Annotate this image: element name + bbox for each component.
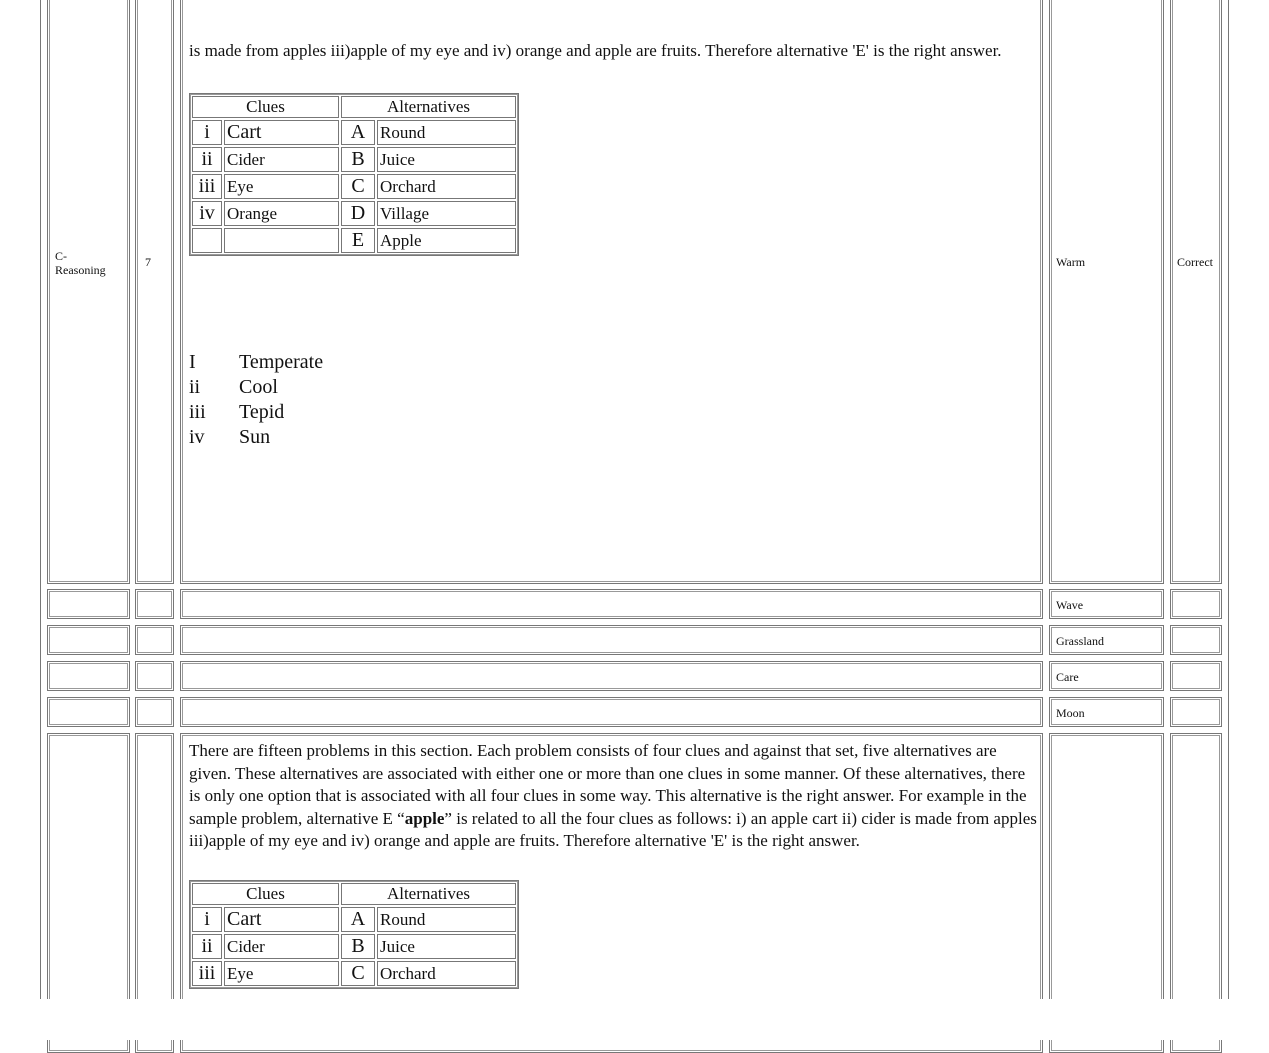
alternatives-header: Alternatives xyxy=(341,96,516,118)
option-row xyxy=(189,350,323,375)
option-number: iv xyxy=(189,426,205,448)
option-text: Tepid xyxy=(239,401,285,423)
empty-cell xyxy=(1170,625,1222,655)
alt-letter: D xyxy=(341,201,375,226)
question-cell xyxy=(180,0,1043,584)
top-text: is made from apples iii)apple of my eye and iv) orange and apple are fruits. Therefore alternative 'E' is the right answer. xyxy=(189,41,1002,60)
clue-word xyxy=(224,228,339,253)
instructions-part1: There are fifteen problems in this section. Each problem consists of four clues and against that set, five alternatives are given. These alternatives are associated with either one or more than one clues in some manner. Of these alternatives, there is only one option that is associated with all four clues in some way. This alternative is the right answer. For example in the sample problem, alternative E “ xyxy=(189,741,1027,828)
option-row xyxy=(189,400,323,425)
option-text: Cool xyxy=(239,376,278,398)
clue-number xyxy=(192,228,222,253)
answer-value: Grassland xyxy=(1056,634,1104,648)
result-value: Correct xyxy=(1177,255,1213,269)
empty-cell xyxy=(135,661,174,691)
clues-header: Clues xyxy=(192,96,339,118)
clue-number: ii xyxy=(192,147,222,172)
empty-cell xyxy=(1170,589,1222,619)
table-row xyxy=(192,147,516,172)
answer-cell xyxy=(1049,661,1164,691)
page-bottom-margin xyxy=(0,999,1269,1040)
alt-letter: E xyxy=(341,228,375,253)
empty-cell xyxy=(1170,697,1222,727)
number-cell xyxy=(135,0,174,584)
empty-cell xyxy=(47,697,130,727)
alt-letter: C xyxy=(341,961,375,986)
table-row xyxy=(192,201,516,226)
instructions-bold-word: apple xyxy=(404,808,445,828)
empty-cell xyxy=(180,697,1043,727)
alt-word: Village xyxy=(377,201,516,226)
question-number: 7 xyxy=(145,255,151,269)
answer-cell xyxy=(1049,697,1164,727)
empty-cell xyxy=(180,589,1043,619)
alt-word: Juice xyxy=(377,147,516,172)
answer-value: Care xyxy=(1056,670,1079,684)
option-number: ii xyxy=(189,376,201,398)
table-row xyxy=(192,174,516,199)
clue-number: iii xyxy=(192,174,222,199)
clue-number: i xyxy=(192,907,222,932)
table-row xyxy=(192,120,516,145)
clue-number: iii xyxy=(192,961,222,986)
option-row xyxy=(189,375,323,400)
alt-letter: A xyxy=(341,120,375,145)
alt-letter: B xyxy=(341,147,375,172)
empty-cell xyxy=(47,661,130,691)
clue-word: Cart xyxy=(224,120,339,145)
empty-cell xyxy=(47,625,130,655)
empty-cell xyxy=(1170,661,1222,691)
table-row xyxy=(192,907,516,932)
option-text: Temperate xyxy=(239,351,324,373)
instructions-text xyxy=(189,740,1037,853)
option-text: Sun xyxy=(239,426,271,448)
clue-word: Eye xyxy=(224,961,339,986)
empty-cell xyxy=(180,625,1043,655)
alt-word: Orchard xyxy=(377,961,516,986)
clues-header: Clues xyxy=(192,883,339,905)
clue-word: Cart xyxy=(224,907,339,932)
right-border xyxy=(1228,0,1229,1040)
clues-table-2 xyxy=(189,880,519,989)
answer-value: Warm xyxy=(1056,255,1086,269)
result-cell xyxy=(1170,0,1222,584)
empty-cell xyxy=(47,589,130,619)
alt-word: Juice xyxy=(377,934,516,959)
alt-word: Round xyxy=(377,907,516,932)
instructions-part2: ” is related to all the four clues as follows: i) an apple cart ii) cider is made from apples iii)apple of my eye and iv) orange and apple are fruits. Therefore alternative 'E' is the right answer. xyxy=(189,808,1037,850)
alt-word: Apple xyxy=(377,228,516,253)
alt-letter: A xyxy=(341,907,375,932)
table-row xyxy=(192,228,516,253)
clue-number: i xyxy=(192,120,222,145)
empty-cell xyxy=(135,589,174,619)
category-label: C- Reasoning xyxy=(55,249,106,277)
alt-word: Round xyxy=(377,120,516,145)
answer-cell xyxy=(1049,0,1164,584)
answer-value: Moon xyxy=(1056,706,1085,720)
answer-cell xyxy=(1049,625,1164,655)
left-border xyxy=(40,0,41,1040)
empty-cell xyxy=(180,661,1043,691)
options-list xyxy=(189,350,323,450)
clue-word: Cider xyxy=(224,934,339,959)
clue-number: iv xyxy=(192,201,222,226)
clue-word: Cider xyxy=(224,147,339,172)
answer-value: Wave xyxy=(1056,598,1084,612)
table-row xyxy=(192,961,516,986)
option-number: I xyxy=(189,351,196,373)
alternatives-header: Alternatives xyxy=(341,883,516,905)
empty-cell xyxy=(135,625,174,655)
option-number: iii xyxy=(189,401,206,423)
alt-letter: B xyxy=(341,934,375,959)
clue-number: ii xyxy=(192,934,222,959)
clue-word: Orange xyxy=(224,201,339,226)
alt-word: Orchard xyxy=(377,174,516,199)
clue-word: Eye xyxy=(224,174,339,199)
table-row xyxy=(192,934,516,959)
answer-cell xyxy=(1049,589,1164,619)
empty-cell xyxy=(135,697,174,727)
alt-letter: C xyxy=(341,174,375,199)
category-cell xyxy=(47,0,130,584)
option-row xyxy=(189,425,323,450)
clues-table xyxy=(189,93,519,256)
